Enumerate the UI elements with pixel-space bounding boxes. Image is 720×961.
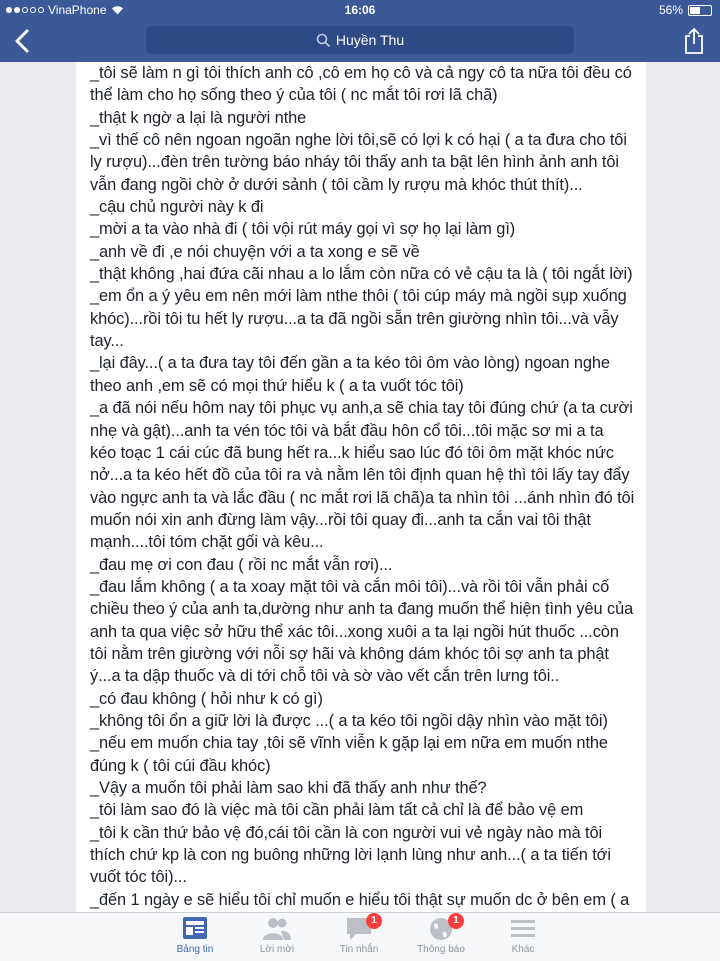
search-icon bbox=[316, 33, 330, 47]
navigation-bar bbox=[0, 20, 720, 62]
tab-label: Lời mời bbox=[259, 944, 295, 955]
share-icon bbox=[682, 27, 706, 55]
tab-messages[interactable] bbox=[324, 916, 394, 961]
battery-percent: 56% bbox=[658, 3, 683, 17]
post-line: vuốt tóc tôi)... bbox=[90, 868, 187, 887]
post-line: _anh về đi ,e nói chuyện với a ta xong e sẽ về bbox=[90, 242, 420, 261]
post-line: _cậu chủ người này k đi bbox=[90, 198, 264, 217]
tab-label: Thông báo bbox=[417, 944, 465, 955]
post-line: nhẹ và gật)...anh ta vén tóc tôi và bắt đầu hôn cổ tôi...tôi mặc sơ mi a ta bbox=[90, 421, 604, 440]
search-text: Huyền Thu bbox=[335, 32, 405, 48]
post-line: anh ta qua việc sở hữu thể xác tôi...xong xuôi a ta lại ngồi hút thuốc ...còn bbox=[90, 622, 619, 641]
tab-friend-requests[interactable] bbox=[242, 916, 312, 961]
news-feed-icon bbox=[180, 916, 210, 942]
post-line: _tôi k cần thứ bảo vệ đó,cái tôi cần là con người vui vẻ ngày nào mà tôi bbox=[90, 823, 603, 842]
share-button[interactable] bbox=[682, 27, 706, 55]
post-line: ly rượu)...đèn trên tường báo nháy tôi thấy anh ta bật lên hình ảnh anh tôi bbox=[90, 153, 619, 172]
post-content[interactable] bbox=[76, 62, 646, 912]
post-line: tôi nằm trên giường với nỗi sợ hãi và không dám khóc tôi sợ anh ta phật bbox=[90, 644, 609, 663]
notifications-badge: 1 bbox=[448, 913, 464, 929]
tab-news-feed[interactable] bbox=[160, 916, 230, 961]
status-bar bbox=[0, 0, 720, 20]
post-line: _tôi làm sao đó là việc mà tôi cần phải làm tất cả chỉ là để bảo vệ em bbox=[90, 801, 584, 820]
post-body bbox=[76, 62, 646, 912]
post-line: thích chứ kp là con ng buông những lời lạnh lùng như anh...( a ta tiến tới bbox=[90, 846, 611, 865]
post-line: tay... bbox=[90, 332, 124, 351]
post-line: _a đã nói nếu hôm nay tôi phục vụ anh,a sẽ chia tay tôi đúng chứ (a ta cười bbox=[90, 399, 633, 418]
tab-label: Bảng tin bbox=[176, 944, 214, 955]
post-line: _vì thế cô nên ngoan ngoãn nghe lời tôi,sẽ có lợi k có hại ( a ta đưa cho tôi bbox=[90, 131, 627, 150]
post-line: chiều theo ý của anh ta,dường như anh ta đang muốn thể hiện tình yêu của bbox=[90, 600, 634, 619]
post-line: _đến 1 ngày e sẽ hiểu tôi chỉ muốn e hiểu tôi thật sự muốn dc ở bên em ( a bbox=[90, 890, 630, 909]
post-line: _mời a ta vào nhà đi ( tôi vội rút máy gọi vì sợ họ lại làm gì) bbox=[90, 220, 516, 239]
post-line: _không tôi ổn a giữ lời là được ...( a ta kéo tôi ngồi dậy nhìn vào mặt tôi) bbox=[90, 711, 608, 730]
post-line: đúng k ( tôi cúi đầu khóc) bbox=[90, 756, 271, 775]
battery-icon bbox=[688, 5, 712, 16]
post-line: _thật k ngờ a lại là người nthe bbox=[90, 108, 307, 127]
battery-info bbox=[659, 3, 712, 17]
tab-more[interactable] bbox=[488, 916, 558, 961]
post-line: muốn nói xin anh đừng làm vậy...rồi tôi quay đi...anh ta cắn vai tôi thật bbox=[90, 510, 591, 529]
menu-icon bbox=[508, 916, 538, 942]
post-line: nở...a ta kéo hết đồ của tôi ra và nằm lên tôi định quan hệ thì tôi lấy tay đẩy bbox=[90, 466, 630, 485]
messages-icon bbox=[344, 915, 377, 942]
post-line: theo anh ,em sẽ có mọi thứ hiểu k ( a ta vuốt tóc tôi) bbox=[90, 376, 464, 395]
friend-requests-icon bbox=[262, 916, 292, 942]
messages-badge: 1 bbox=[366, 913, 382, 929]
tab-bar bbox=[0, 912, 720, 961]
post-line: vào ngực anh ta và lắc đầu ( nc mắt rơi lã chã)a ta nhìn tôi ...ánh nhìn đó tôi bbox=[90, 488, 635, 507]
chevron-left-icon bbox=[8, 26, 38, 56]
tab-label: Khác bbox=[511, 944, 535, 955]
tab-label: Tin nhắn bbox=[339, 944, 379, 955]
globe-notifications-icon bbox=[426, 915, 459, 942]
post-line: _em ổn a ý yêu em nên mới làm nthe thôi ( tôi cúp máy mà ngồi sụp xuống bbox=[90, 287, 627, 306]
tab-notifications[interactable] bbox=[406, 916, 476, 961]
post-line: kéo toạc 1 cái cúc đã bung hết ra...k hiểu sao lúc đó tôi ôm mặt khóc nức bbox=[90, 443, 614, 462]
clock: 16:06 bbox=[344, 3, 376, 17]
post-line: _có đau không ( hỏi như k có gì) bbox=[90, 689, 323, 708]
carrier-name: VinaPhone bbox=[48, 3, 107, 17]
post-line: ý...a ta dập thuốc và di tới chỗ tôi và sờ vào vết cắn trên lưng tôi.. bbox=[90, 667, 560, 686]
post-line: khóc)...rồi tôi tu hết ly rượu...a ta đã ngồi sẵn trên giường nhìn tôi...và vẫy bbox=[90, 309, 619, 328]
post-line: _nếu em muốn chia tay ,tôi sẽ vĩnh viễn k gặp lại em nữa em muốn nthe bbox=[90, 734, 608, 753]
back-button[interactable] bbox=[8, 26, 38, 56]
post-line: _tôi sẽ làm n gì tôi thích anh cô ,cô em họ cô và cả ngy cô ta nữa tôi đều có bbox=[90, 64, 632, 82]
post-line: _Vậy a muốn tôi phải làm sao khi đã thấy anh như thế? bbox=[90, 779, 487, 797]
post-line: _thật không ,hai đứa cãi nhau a lo lắm còn nữa có vẻ cậu ta là ( tôi ngắt lời) bbox=[90, 265, 633, 284]
post-line: _đau lắm không ( a ta xoay mặt tôi và cắn môi tôi)...và rồi tôi vẫn phải cố bbox=[90, 577, 610, 596]
post-line: thể làm cho họ sống theo ý của tôi ( nc mắt tôi rơi lã chã) bbox=[90, 86, 498, 105]
post-line: vẫn đang ngồi chờ ở dưới sảnh ( tôi cầm ly rượu mà khóc thút thít)... bbox=[90, 175, 583, 194]
post-line: _đau mẹ ơi con đau ( rồi nc mắt vẫn rơi)... bbox=[90, 555, 393, 574]
post-line: mạnh....tôi tóm chặt gối và kêu... bbox=[90, 533, 324, 552]
search-bar[interactable] bbox=[146, 26, 574, 54]
post-line: _lại đây...( a ta đưa tay tôi đến gần a ta kéo tôi ôm vào lòng) ngoan nghe bbox=[90, 354, 610, 373]
